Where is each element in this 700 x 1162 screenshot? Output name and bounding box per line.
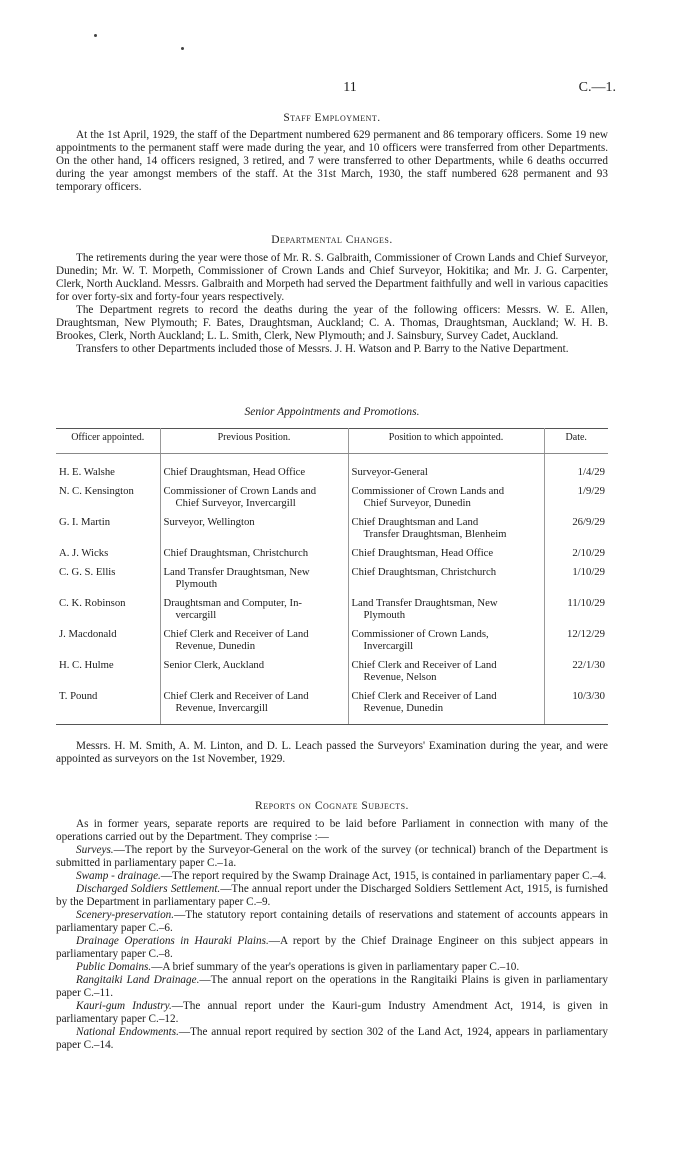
date-cell [544, 659, 608, 690]
officer-cell [56, 690, 160, 725]
new-continuation: Revenue, Dunedin [363, 702, 444, 714]
officer-cell [56, 547, 160, 566]
new-cell [348, 566, 544, 597]
table-row [56, 566, 608, 597]
new-cell [348, 547, 544, 566]
print-speck [181, 47, 184, 50]
new-text: Chief Clerk and Receiver of Land [351, 690, 497, 702]
report-item-term: National Endowments. [76, 1026, 179, 1038]
new-continuation: Transfer Draughtsman, Blenheim [363, 528, 507, 540]
report-item [56, 974, 608, 1000]
new-text: Chief Draughtsman, Head Office [351, 547, 494, 559]
report-item [56, 1026, 608, 1052]
previous-cell [160, 485, 348, 516]
date-text: 1/10/29 [572, 566, 605, 578]
date-cell [544, 547, 608, 566]
previous-text: Chief Draughtsman, Head Office [163, 466, 306, 478]
report-item-text: —The annual report under the Discharged Soldiers Settlement Act, 1915, is furnished by the Department in parliamentary paper C.–9. [56, 883, 609, 908]
column-header: Previous Position. [160, 429, 348, 454]
officer-text: A. J. Wicks [59, 547, 109, 559]
paper-reference: C.—1. [578, 80, 616, 95]
report-item [56, 870, 608, 883]
staff-paragraph [56, 129, 608, 194]
new-continuation: Invercargill [363, 640, 414, 652]
officer-cell [56, 597, 160, 628]
new-text: Commissioner of Crown Lands, [351, 628, 489, 640]
report-item-term: Rangitaiki Land Drainage. [76, 974, 200, 986]
report-item-term: Kauri-gum Industry. [76, 1000, 172, 1012]
previous-continuation: vercargill [175, 609, 217, 621]
report-item-text: —The statutory report containing details of reservations and statement of accounts appears in parliamentary paper C.–6. [56, 909, 608, 934]
report-item [56, 961, 608, 974]
officer-text: C. K. Robinson [59, 597, 126, 609]
date-text: 1/9/29 [577, 485, 605, 497]
new-text: Chief Draughtsman and Land [351, 516, 479, 528]
new-cell [348, 659, 544, 690]
column-header: Date. [544, 429, 608, 454]
table-row [56, 628, 608, 659]
report-item [56, 909, 608, 935]
previous-cell [160, 547, 348, 566]
previous-text: Chief Clerk and Receiver of Land [163, 690, 309, 702]
table-row [56, 597, 608, 628]
report-item [56, 1000, 608, 1026]
table-row [56, 690, 608, 725]
new-continuation: Revenue, Nelson [363, 671, 437, 683]
new-text: Surveyor-General [351, 466, 428, 478]
report-item [56, 844, 608, 870]
date-cell [544, 690, 608, 725]
surveyors-note-text: Messrs. H. M. Smith, A. M. Linton, and D. L. Leach passed the Surveyors' Examination during the year, and were appointed as surveyors on the 1st November, 1929. [56, 740, 608, 765]
date-cell [544, 454, 608, 486]
officer-text: H. E. Walshe [59, 466, 115, 478]
officer-text: C. G. S. Ellis [59, 566, 116, 578]
print-speck [94, 34, 97, 37]
new-cell [348, 690, 544, 725]
new-cell [348, 516, 544, 547]
surveyors-note [56, 740, 608, 766]
reports-intro: As in former years, separate reports are required to be laid before Parliament in connection with many of the operations carried out by the Department. They comprise :— [56, 818, 608, 843]
new-text: Land Transfer Draughtsman, New [351, 597, 498, 609]
previous-continuation: Revenue, Invercargill [175, 702, 268, 714]
previous-continuation: Plymouth [175, 578, 218, 590]
appointments-table-body [56, 454, 608, 725]
previous-cell [160, 690, 348, 725]
report-item-term: Scenery-preservation. [76, 909, 175, 921]
date-text: 10/3/30 [572, 690, 605, 702]
page-number: 11 [343, 80, 357, 95]
retirements-paragraph: The retirements during the year were those of Mr. R. S. Galbraith, Commissioner of Crown Lands and Chief Surveyor, Dunedin; Mr. W. T. Morpeth, Commissioner of Crown Lands and Chief Surveyor, Hokitika; and Mr. J. G. Carpenter, Clerk, North Auckland. Messrs. Galbraith and Morpeth had served the Department faithfully and well in various capacities for over forty-six and forty-four years respectively. [56, 252, 608, 303]
new-text: Chief Clerk and Receiver of Land [351, 659, 497, 671]
new-continuation: Plymouth [363, 609, 406, 621]
new-cell [348, 628, 544, 659]
date-cell [544, 485, 608, 516]
new-text: Chief Draughtsman, Christchurch [351, 566, 497, 578]
date-text: 12/12/29 [566, 628, 605, 640]
previous-cell [160, 516, 348, 547]
date-text: 26/9/29 [572, 516, 605, 528]
officer-text: T. Pound [59, 690, 98, 702]
column-header: Officer appointed. [56, 429, 160, 454]
report-item-term: Surveys. [76, 844, 114, 856]
previous-text: Senior Clerk, Auckland [163, 659, 265, 671]
deaths-paragraph: The Department regrets to record the deaths during the year of the following officers: Messrs. W. E. Allen, Draughtsman, New Plymouth; F. Bates, Draughtsman, Auckland; C. A. Thomas, Draughtsman, Auckland; W. H. B. Brookes, Clerk, North Auckland; L. L. Smith, Clerk, New Plymouth; and J. Sainsbury, Survey Cadet, Auckland. [56, 304, 608, 342]
staff-heading: Staff Employment. [283, 112, 381, 124]
officer-cell [56, 628, 160, 659]
officer-text: G. I. Martin [59, 516, 111, 528]
date-text: 2/10/29 [572, 547, 605, 559]
report-item-text: —The annual report on the operations in the Rangitaiki Plains is given in parliamentary paper C.–11. [56, 974, 608, 999]
reports-heading: Reports on Cognate Subjects. [255, 800, 409, 812]
date-cell [544, 628, 608, 659]
officer-cell [56, 454, 160, 486]
report-item-text: —A report by the Chief Drainage Engineer on this subject appears in parliamentary paper C.–8. [56, 935, 608, 960]
report-item-text: —The annual report required by section 302 of the Land Act, 1924, appears in parliamentary paper C.–14. [56, 1026, 609, 1051]
transfers-paragraph: Transfers to other Departments included those of Messrs. J. H. Watson and P. Barry to the Native Department. [76, 343, 569, 355]
report-item-term: Swamp - drainage. [76, 870, 161, 882]
date-cell [544, 566, 608, 597]
table-row [56, 516, 608, 547]
new-text: Commissioner of Crown Lands and [351, 485, 505, 497]
officer-text: N. C. Kensington [59, 485, 134, 497]
officer-cell [56, 485, 160, 516]
previous-text: Commissioner of Crown Lands and [163, 485, 317, 497]
date-cell [544, 516, 608, 547]
table-row [56, 454, 608, 486]
new-continuation: Chief Surveyor, Dunedin [363, 497, 471, 509]
officer-cell [56, 659, 160, 690]
officer-text: H. C. Hulme [59, 659, 114, 671]
previous-continuation: Chief Surveyor, Invercargill [175, 497, 296, 509]
report-item-term: Discharged Soldiers Settlement. [76, 883, 221, 895]
page-header [0, 80, 700, 102]
table-row [56, 659, 608, 690]
report-item-text: —A brief summary of the year's operations is given in parliamentary paper C.–10. [151, 961, 520, 973]
reports-section [56, 818, 608, 1052]
date-text: 1/4/29 [577, 466, 605, 478]
column-header: Position to which appointed. [348, 429, 544, 454]
report-item-text: —The report by the Surveyor-General on the work of the survey (or technical) branch of the Department is submitted in parliamentary paper C.–1a. [56, 844, 608, 869]
new-cell [348, 454, 544, 486]
officer-cell [56, 566, 160, 597]
departmental-changes-heading: Departmental Changes. [271, 234, 393, 246]
previous-continuation: Revenue, Dunedin [175, 640, 256, 652]
report-item [56, 935, 608, 961]
previous-cell [160, 566, 348, 597]
date-text: 22/1/30 [572, 659, 605, 671]
new-cell [348, 485, 544, 516]
previous-text: Draughtsman and Computer, In- [163, 597, 302, 609]
report-item [56, 883, 608, 909]
previous-text: Land Transfer Draughtsman, New [163, 566, 310, 578]
officer-cell [56, 516, 160, 547]
staff-text: At the 1st April, 1929, the staff of the Department numbered 629 permanent and 86 temporary officers. Some 19 new appointments to the permanent staff were made during the year, and 10 officers were transferred from other Departments. On the other hand, 14 officers resigned, 3 retired, and 7 were transferred to other Departments, while 6 deaths occurred during the year amongst members of the staff. At the 31st March, 1930, the staff numbered 628 permanent and 93 temporary officers. [56, 129, 608, 193]
report-item-text: —The report required by the Swamp Drainage Act, 1915, is contained in parliamentary paper C.–4. [160, 870, 607, 882]
previous-cell [160, 628, 348, 659]
date-text: 11/10/29 [567, 597, 605, 609]
previous-text: Surveyor, Wellington [163, 516, 255, 528]
previous-text: Chief Clerk and Receiver of Land [163, 628, 309, 640]
previous-cell [160, 659, 348, 690]
table-row [56, 547, 608, 566]
report-item-term: Public Domains. [76, 961, 152, 973]
appointments-title: Senior Appointments and Promotions. [244, 406, 420, 418]
table-row [56, 485, 608, 516]
previous-text: Chief Draughtsman, Christchurch [163, 547, 309, 559]
appointments-table [56, 428, 608, 725]
report-item-text: —The annual report under the Kauri-gum Industry Amendment Act, 1914, is given in parliamentary paper C.–12. [56, 1000, 608, 1025]
previous-cell [160, 597, 348, 628]
departmental-changes-section [56, 252, 608, 356]
table-header-row [56, 429, 608, 454]
previous-cell [160, 454, 348, 486]
officer-text: J. Macdonald [59, 628, 117, 640]
date-cell [544, 597, 608, 628]
new-cell [348, 597, 544, 628]
report-item-term: Drainage Operations in Hauraki Plains. [76, 935, 269, 947]
